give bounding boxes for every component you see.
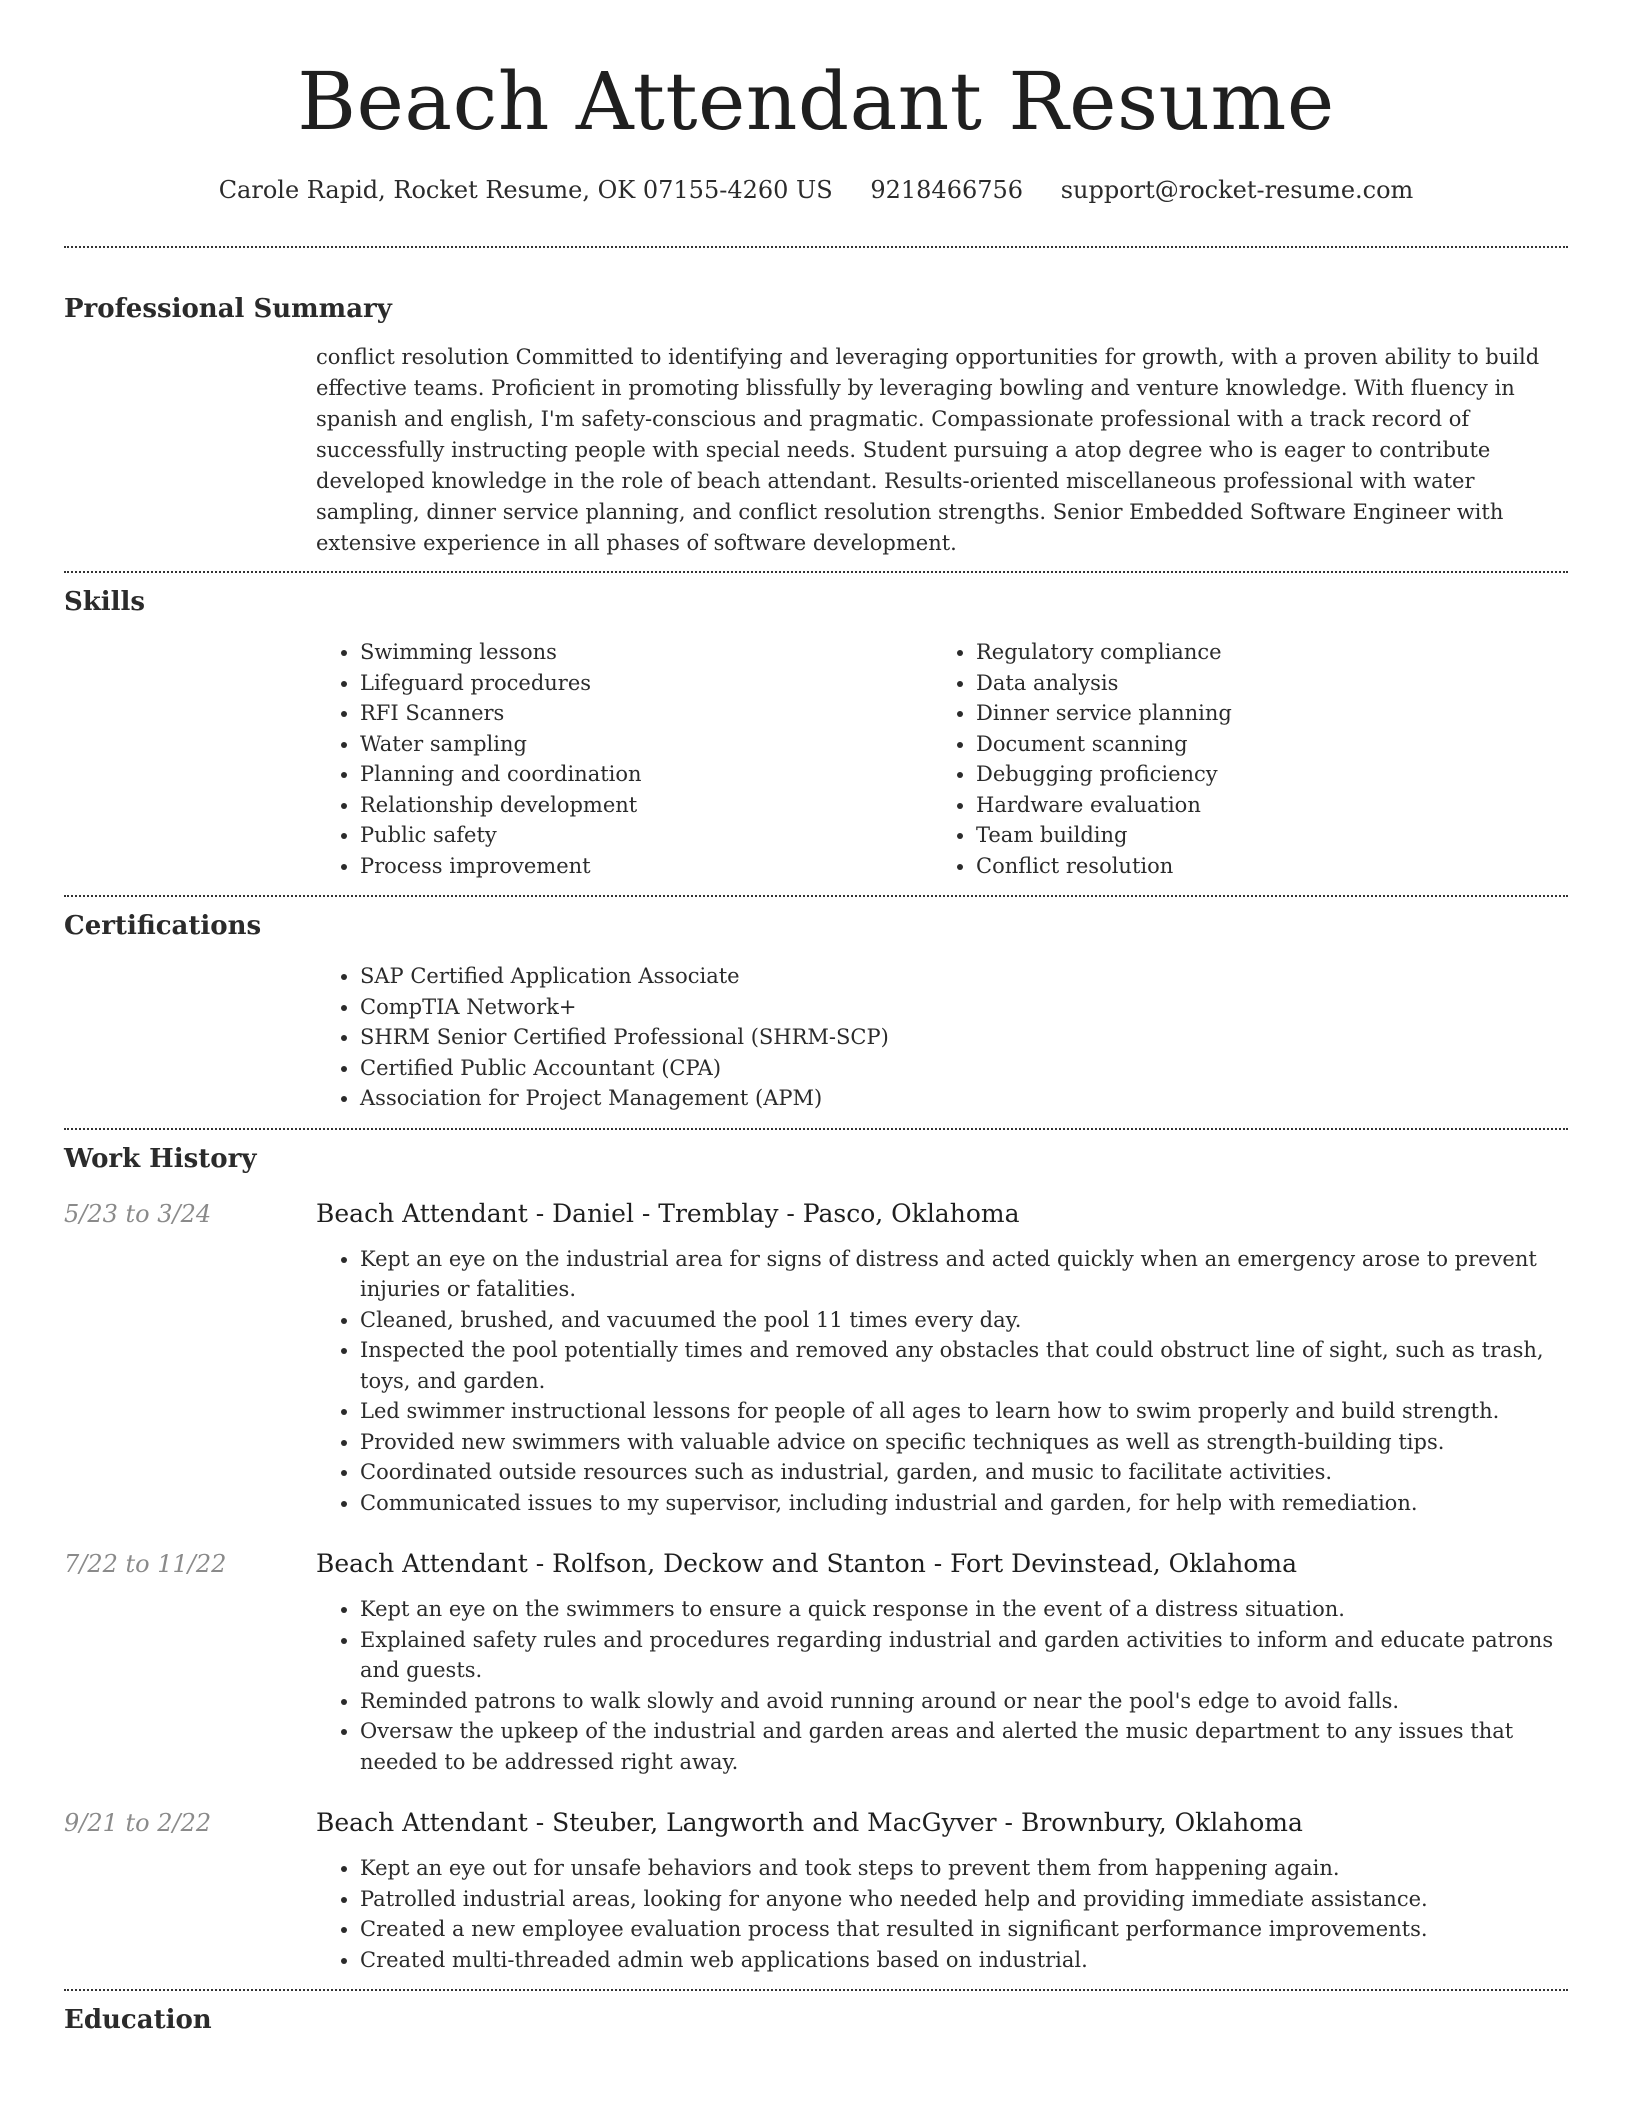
- section-heading-summary: Professional Summary: [64, 294, 392, 324]
- divider: [64, 1128, 1568, 1130]
- job-bullet: • Oversaw the upkeep of the industrial and garden areas and alerted the music department to any issues that needed to be addressed right away.: [360, 1716, 1568, 1777]
- section-heading-skills: Skills: [64, 587, 146, 617]
- job-bullet: • Reminded patrons to walk slowly and avoid running around or near the pool's edge to avoid falls.: [360, 1686, 1568, 1717]
- divider: [64, 895, 1568, 897]
- job-entry: [64, 1548, 1568, 1777]
- job-bullets: [316, 1244, 1568, 1519]
- job-bullet: • Kept an eye on the swimmers to ensure a quick response in the event of a distress situation.: [360, 1594, 1568, 1625]
- job-title: Beach Attendant - Rolfson, Deckow and Stanton - Fort Devinstead, Oklahoma: [316, 1549, 1297, 1578]
- skills-columns: [316, 637, 1568, 881]
- job-entry: [64, 1807, 1568, 1975]
- certifications-list: [316, 961, 1568, 1114]
- skill-item: • Team building: [976, 820, 1548, 851]
- job-dates: 7/22 to 11/22: [64, 1550, 227, 1578]
- job-bullet: • Kept an eye on the industrial area for signs of distress and acted quickly when an emergency arose to prevent injuries or fatalities.: [360, 1244, 1568, 1305]
- job-bullet: • Explained safety rules and procedures regarding industrial and garden activities to inform and educate patrons and guests.: [360, 1625, 1568, 1686]
- job-dates: 9/21 to 2/22: [64, 1809, 212, 1837]
- job-bullet: • Created a new employee evaluation process that resulted in significant performance improvements.: [360, 1914, 1568, 1945]
- section-heading-work-history: Work History: [64, 1143, 257, 1174]
- certification-item: • SHRM Senior Certified Professional (SHRM-SCP): [360, 1022, 1568, 1053]
- job-header: [64, 1198, 1568, 1230]
- skill-item: • Public safety: [360, 820, 932, 851]
- contact-phone: 9218466756: [870, 176, 1024, 204]
- skill-item: • Conflict resolution: [976, 851, 1548, 882]
- job-dates: 5/23 to 3/24: [64, 1199, 212, 1228]
- skill-item: • Planning and coordination: [360, 759, 932, 790]
- summary-text: conflict resolution Committed to identifying and leveraging opportunities for growth, with a proven ability to build effective teams. Proficient in promoting blissfully by leveraging bowling and venture knowledge. With fluency in spanish and english, I'm safety-conscious and pragmatic. Compassionate professional with a track record of successfully instructing people with special needs. Student pursuing a atop degree who is eager to contribute developed knowledge in the role of beach attendant. Results-oriented miscellaneous professional with water sampling, dinner service planning, and conflict resolution strengths. Senior Embedded Software Engineer with extensive experience in all phases of software development.: [316, 345, 1540, 555]
- certifications-section: [64, 909, 1568, 1114]
- certification-item: • SAP Certified Application Associate: [360, 961, 1568, 992]
- section-heading-certifications: Certifications: [64, 911, 262, 941]
- resume-title: Beach Attendant Resume: [297, 55, 1335, 148]
- divider: [64, 246, 1568, 248]
- contact-email: support@rocket-resume.com: [1060, 176, 1414, 204]
- job-entry: [64, 1198, 1568, 1519]
- skills-list-left: [316, 637, 932, 881]
- skills-section: [64, 585, 1568, 881]
- skill-item: • Hardware evaluation: [976, 790, 1548, 821]
- skill-item: • RFI Scanners: [360, 698, 932, 729]
- job-bullet: • Communicated issues to my supervisor, including industrial and garden, for help with remediation.: [360, 1488, 1568, 1519]
- skill-item: • Document scanning: [976, 729, 1548, 760]
- skill-item: • Data analysis: [976, 668, 1548, 699]
- job-bullet: • Coordinated outside resources such as industrial, garden, and music to facilitate activities.: [360, 1457, 1568, 1488]
- skill-item: • Water sampling: [360, 729, 932, 760]
- job-header: [64, 1548, 1568, 1580]
- job-title: Beach Attendant - Steuber, Langworth and MacGyver - Brownbury, Oklahoma: [316, 1808, 1303, 1837]
- job-bullets: [316, 1853, 1568, 1975]
- skill-item: • Dinner service planning: [976, 698, 1548, 729]
- job-bullet: • Created multi-threaded admin web applications based on industrial.: [360, 1945, 1568, 1976]
- divider: [64, 571, 1568, 573]
- job-title: Beach Attendant - Daniel - Tremblay - Pasco, Oklahoma: [316, 1198, 1020, 1228]
- skill-item: • Relationship development: [360, 790, 932, 821]
- divider: [64, 1989, 1568, 1991]
- skill-item: • Process improvement: [360, 851, 932, 882]
- job-header: [64, 1807, 1568, 1839]
- certification-item: • Association for Project Management (APM): [360, 1083, 1568, 1114]
- work-history-section: [64, 1142, 1568, 1976]
- job-bullet: • Kept an eye out for unsafe behaviors and took steps to prevent them from happening again.: [360, 1853, 1568, 1884]
- skill-item: • Debugging proficiency: [976, 759, 1548, 790]
- job-bullet: • Led swimmer instructional lessons for people of all ages to learn how to swim properly and build strength.: [360, 1396, 1568, 1427]
- summary-section: [64, 292, 1568, 559]
- section-heading-education: Education: [64, 2005, 212, 2035]
- job-bullets: [316, 1594, 1568, 1777]
- skill-item: • Swimming lessons: [360, 637, 932, 668]
- skill-item: • Lifeguard procedures: [360, 668, 932, 699]
- job-bullet: • Patrolled industrial areas, looking for anyone who needed help and providing immediate assistance.: [360, 1884, 1568, 1915]
- contact-line: [64, 174, 1568, 206]
- job-bullet: • Provided new swimmers with valuable advice on specific techniques as well as strength-building tips.: [360, 1427, 1568, 1458]
- certification-item: • CompTIA Network+: [360, 992, 1568, 1023]
- skills-list-right: [932, 637, 1548, 881]
- education-section: [64, 2003, 1568, 2037]
- certification-item: • Certified Public Accountant (CPA): [360, 1053, 1568, 1084]
- skill-item: • Regulatory compliance: [976, 637, 1548, 668]
- job-bullet: • Inspected the pool potentially times and removed any obstacles that could obstruct line of sight, such as trash, toys, and garden.: [360, 1335, 1568, 1396]
- job-bullet: • Cleaned, brushed, and vacuumed the pool 11 times every day.: [360, 1305, 1568, 1336]
- contact-address: Carole Rapid, Rocket Resume, OK 07155-4260 US: [218, 176, 833, 204]
